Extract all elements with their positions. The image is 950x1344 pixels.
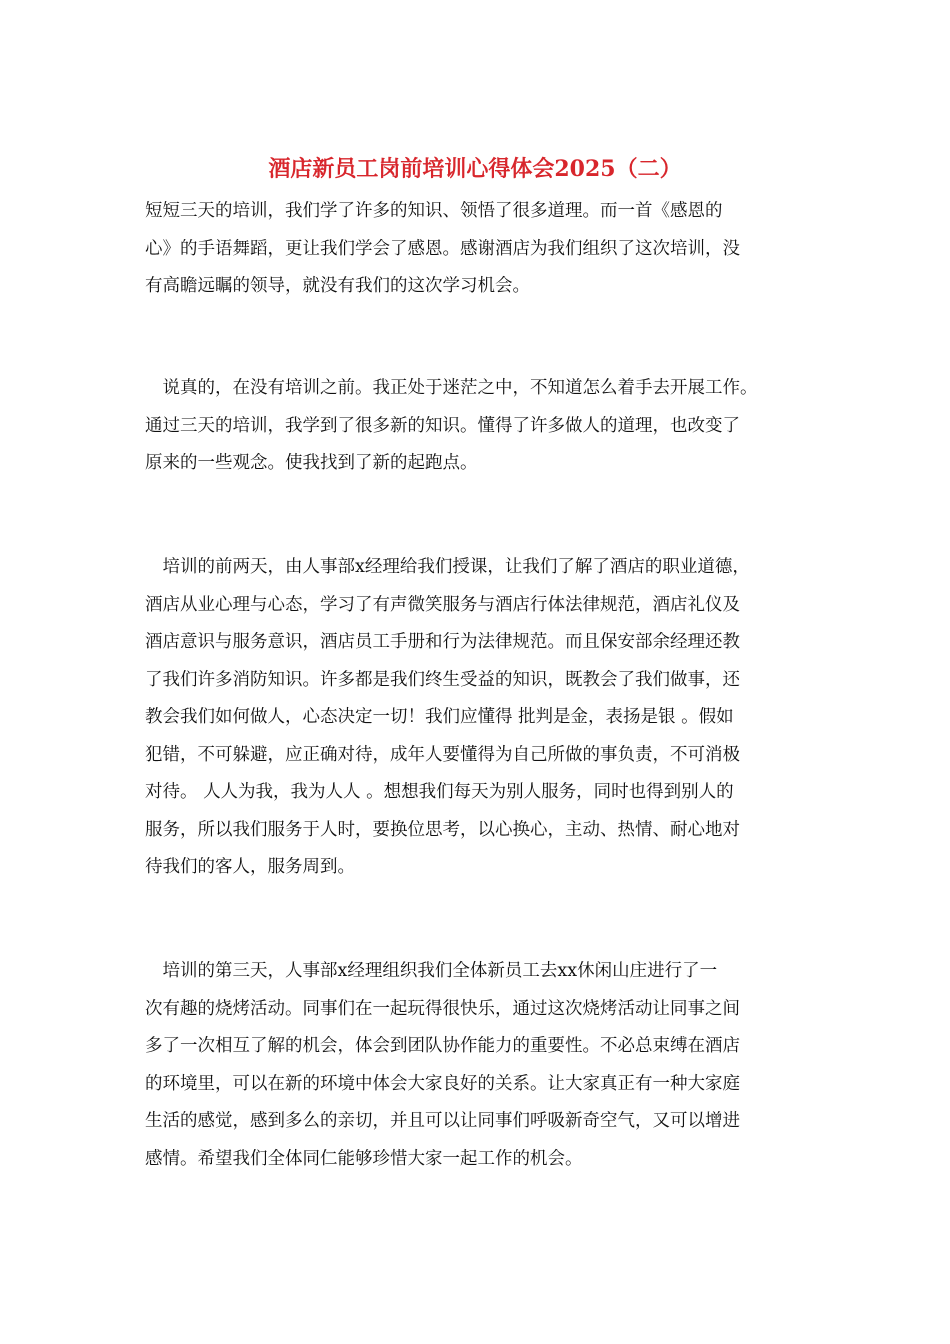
paragraph-line: 教会我们如何做人，心态决定一切！我们应懂得 批判是金，表扬是银 。假如 <box>145 707 734 727</box>
paragraph-line: 通过三天的培训，我学到了很多新的知识。懂得了许多做人的道理，也改变了 <box>145 415 740 436</box>
paragraph-line: 酒店意识与服务意识，酒店员工手册和行为法律规范。而且保安部余经理还教 <box>145 632 740 652</box>
paragraph-line: 酒店从业心理与心态，学习了有声微笑服务与酒店行体法律规范，酒店礼仪及 <box>145 594 740 615</box>
paragraph-line: 多了一次相互了解的机会，体会到团队协作能力的重要性。不必总束缚在酒店 <box>145 1036 740 1056</box>
paragraph-line: 心》的手语舞蹈，更让我们学会了感恩。感谢酒店为我们组织了这次培训，没 <box>145 238 740 259</box>
paragraph-line: 有高瞻远瞩的领导，就没有我们的这次学习机会。 <box>145 276 530 296</box>
paragraph-line: 对待。 人人为我，我为人人 。想想我们每天为别人服务，同时也得到别人的 <box>145 782 734 802</box>
paragraph-line: 服务，所以我们服务于人时，要换位思考，以心换心，主动、热情、耐心地对 <box>145 819 740 840</box>
paragraph-4 <box>145 953 825 1178</box>
paragraph-line: 培训的前两天，由人事部x经理给我们授课，让我们了解了酒店的职业道德， <box>145 557 750 577</box>
document-title: 酒店新员工岗前培训心得体会2025（二） <box>268 156 682 182</box>
paragraph-line: 培训的第三天，人事部x经理组织我们全体新员工去xx休闲山庄进行了一 <box>145 961 718 981</box>
paragraph-line: 犯错，不可躲避，应正确对待，成年人要懂得为自己所做的事负责，不可消极 <box>145 744 740 765</box>
paragraph-line: 生活的感觉，感到多么的亲切，并且可以让同事们呼吸新奇空气，又可以增进 <box>145 1111 740 1131</box>
paragraph-2 <box>145 370 825 483</box>
paragraph-line: 了我们许多消防知识。许多都是我们终生受益的知识，既教会了我们做事，还 <box>145 669 740 690</box>
paragraph-line: 待我们的客人，服务周到。 <box>145 857 355 877</box>
paragraph-line: 次有趣的烧烤活动。同事们在一起玩得很快乐，通过这次烧烤活动让同事之间 <box>145 998 740 1019</box>
paragraph-line: 说真的，在没有培训之前。我正处于迷茫之中，不知道怎么着手去开展工作。 <box>145 378 758 398</box>
paragraph-3 <box>145 549 825 887</box>
paragraph-line: 短短三天的培训，我们学了许多的知识、领悟了很多道理。而一首《感恩的 <box>145 201 723 221</box>
paragraph-line: 原来的一些观念。使我找到了新的起跑点。 <box>145 453 478 473</box>
paragraph-line: 感情。希望我们全体同仁能够珍惜大家一起工作的机会。 <box>145 1148 583 1169</box>
paragraph-1 <box>145 193 825 306</box>
paragraph-line: 的环境里，可以在新的环境中体会大家良好的关系。让大家真正有一种大家庭 <box>145 1073 740 1094</box>
